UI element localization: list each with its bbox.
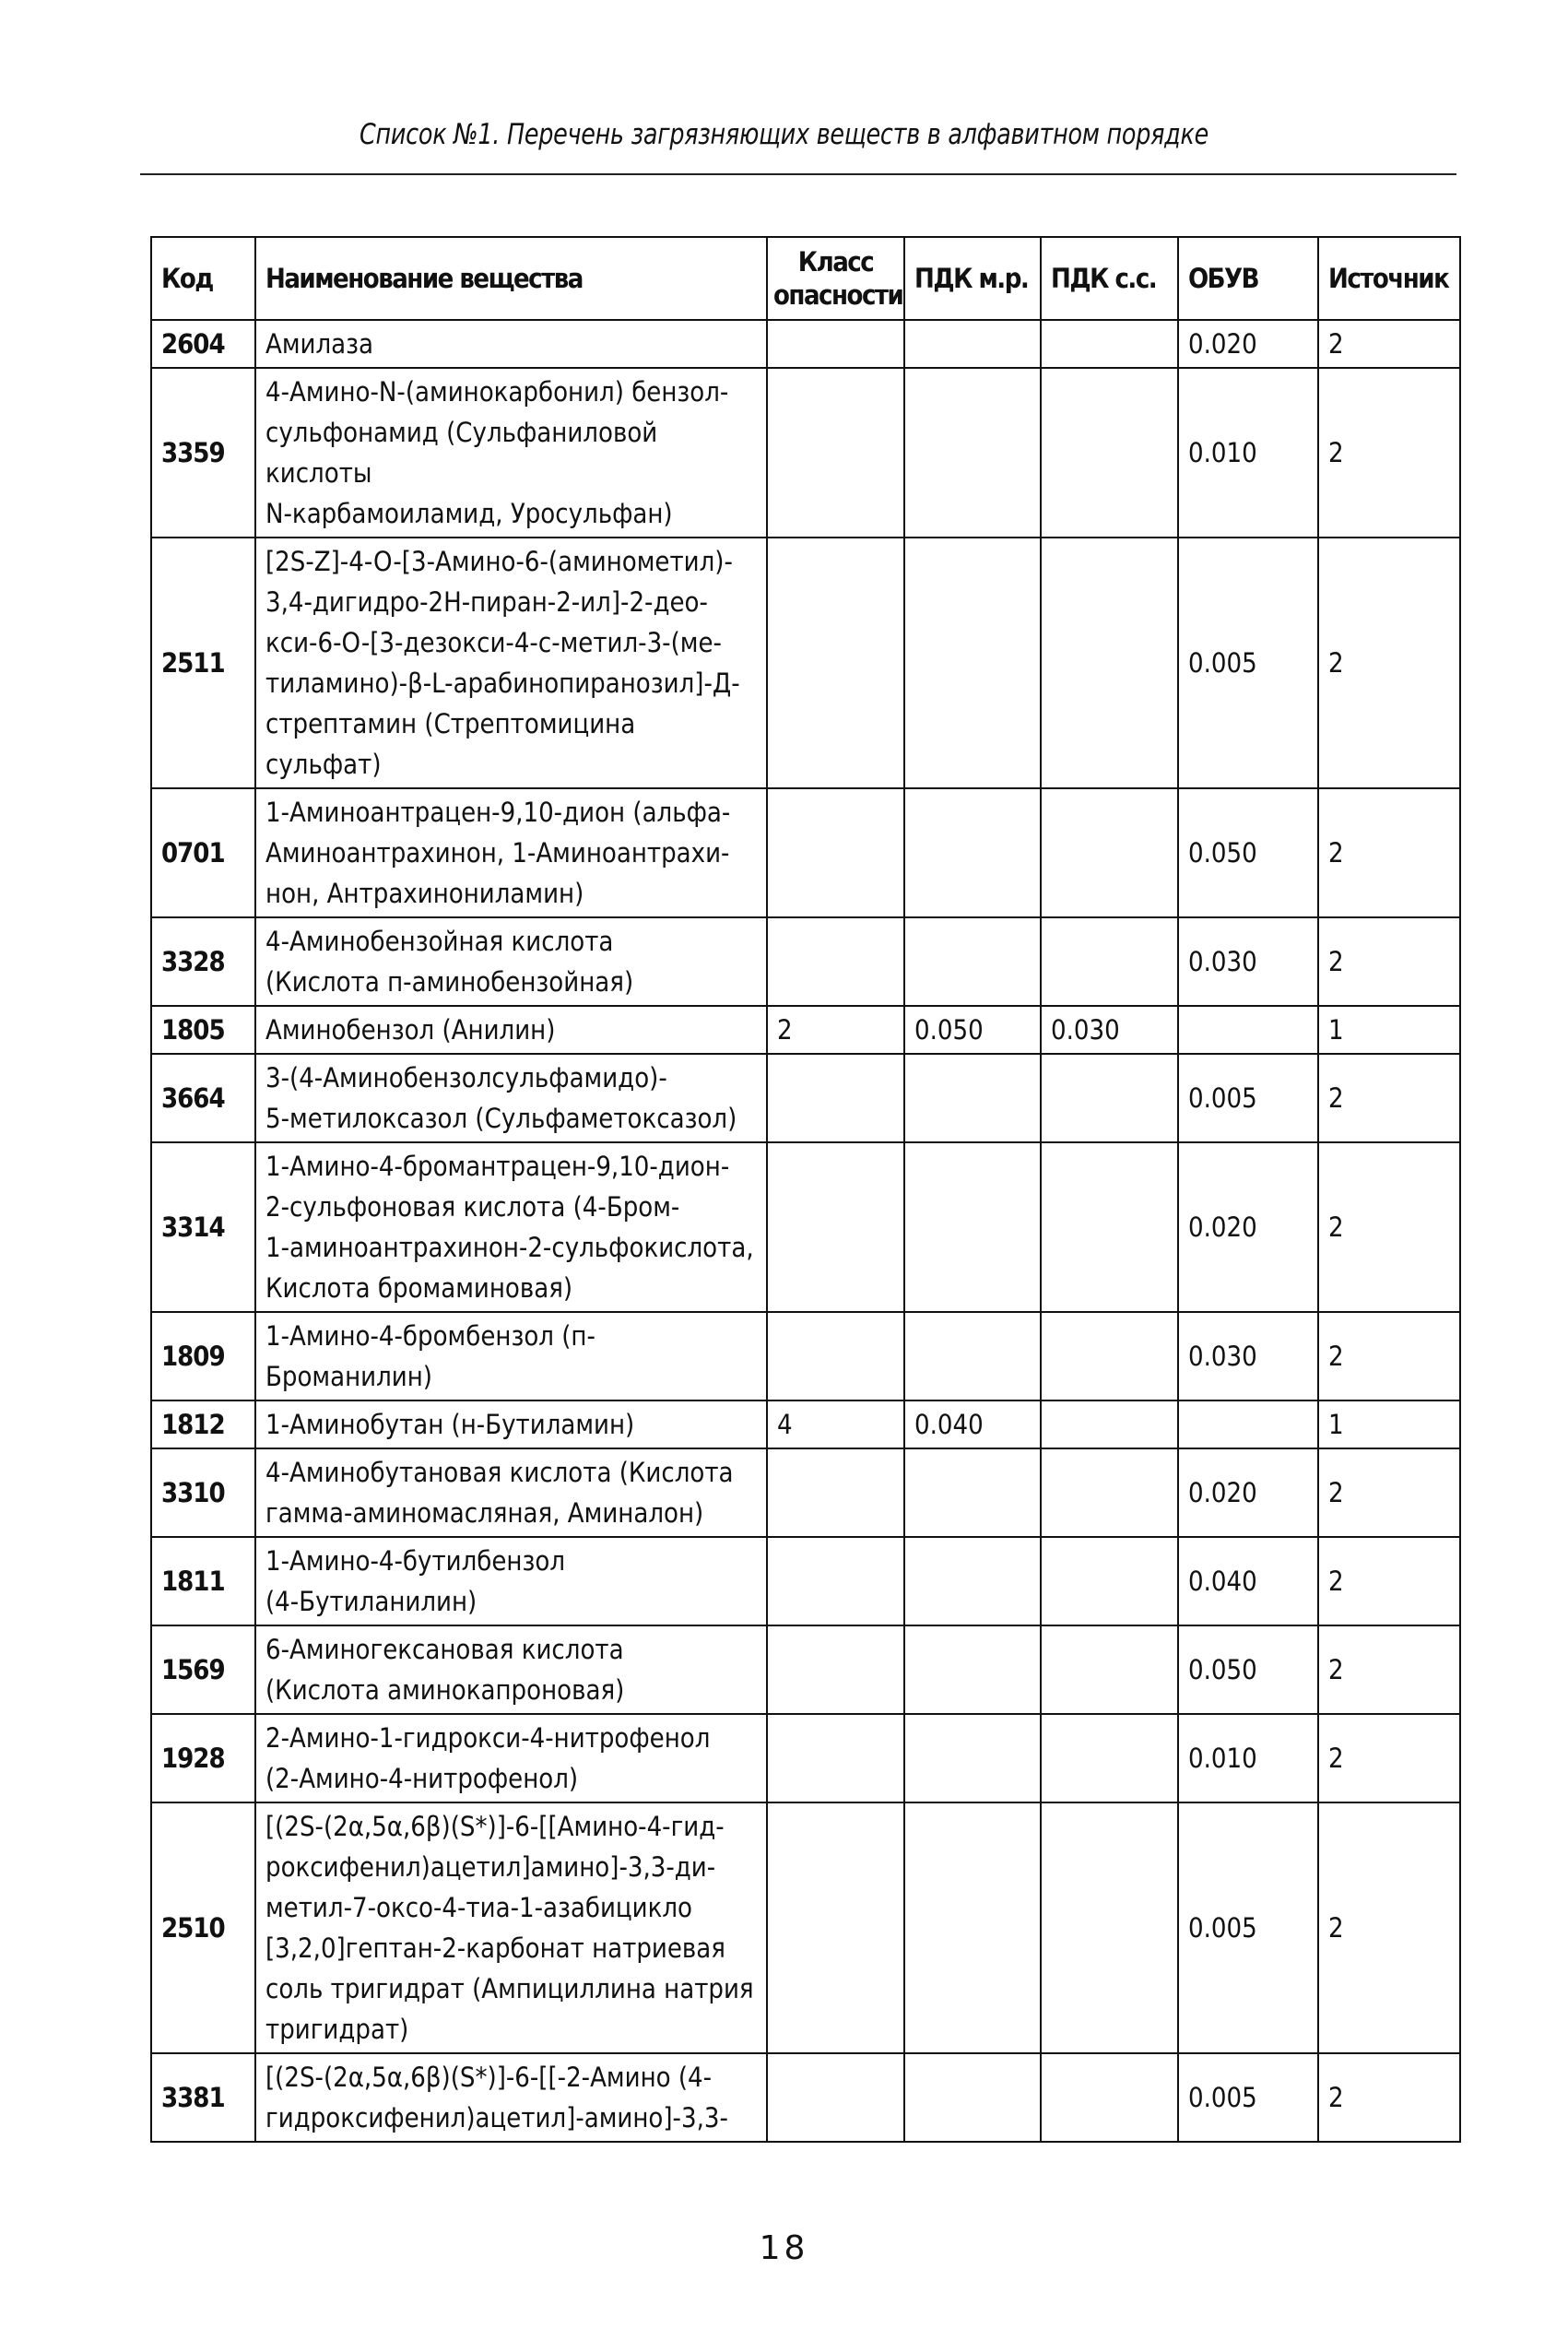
cell-name: 4-Аминобутановая кислота (Кислота гамма-аминомасляная, Аминалон) (255, 1448, 767, 1537)
cell-hazard-class (767, 2053, 904, 2142)
cell-pdk-mr (904, 1714, 1041, 1802)
cell-pdk-ss (1041, 917, 1178, 1006)
cell-obuv: 0.050 (1178, 788, 1318, 917)
col-header-code: Код (151, 237, 255, 320)
cell-name: 1-Аминоантрацен-9,10-дион (альфа- Аминоантрахинон, 1-Аминоантрахи- нон, Антрахинониламин) (255, 788, 767, 917)
cell-code: 1569 (151, 1625, 255, 1714)
cell-source: 2 (1318, 1537, 1460, 1625)
cell-pdk-ss (1041, 1714, 1178, 1802)
cell-hazard-class (767, 1142, 904, 1312)
cell-source: 2 (1318, 1802, 1460, 2053)
cell-code: 3664 (151, 1054, 255, 1142)
table-row (151, 788, 1460, 917)
cell-pdk-ss (1041, 1802, 1178, 2053)
cell-code: 1809 (151, 1312, 255, 1400)
cell-pdk-ss (1041, 1312, 1178, 1400)
table-body (151, 320, 1460, 2142)
cell-hazard-class (767, 538, 904, 788)
cell-source: 2 (1318, 538, 1460, 788)
cell-source: 2 (1318, 368, 1460, 538)
col-header-source: Источник (1318, 237, 1460, 320)
cell-pdk-ss (1041, 2053, 1178, 2142)
cell-source: 2 (1318, 1054, 1460, 1142)
cell-pdk-ss (1041, 788, 1178, 917)
col-header-hazard-class: Класс опасности (767, 237, 904, 320)
table-row (151, 1448, 1460, 1537)
cell-name: 1-Амино-4-бромантрацен-9,10-дион- 2-сульфоновая кислота (4-Бром- 1-аминоантрахинон-2-сульфокислота, Кислота бромаминовая) (255, 1142, 767, 1312)
cell-pdk-mr (904, 538, 1041, 788)
cell-name: 3-(4-Аминобензолсульфамидо)- 5-метилоксазол (Сульфаметоксазол) (255, 1054, 767, 1142)
table-row (151, 1006, 1460, 1054)
cell-hazard-class (767, 1714, 904, 1802)
cell-source: 2 (1318, 1142, 1460, 1312)
cell-obuv: 0.020 (1178, 1142, 1318, 1312)
table-row (151, 1142, 1460, 1312)
table-row (151, 368, 1460, 538)
cell-hazard-class (767, 917, 904, 1006)
cell-code: 2511 (151, 538, 255, 788)
cell-pdk-mr (904, 1054, 1041, 1142)
cell-hazard-class (767, 1802, 904, 2053)
table-row (151, 1054, 1460, 1142)
cell-source: 2 (1318, 1714, 1460, 1802)
table-header-row (151, 237, 1460, 320)
cell-hazard-class (767, 1625, 904, 1714)
cell-obuv: 0.030 (1178, 1312, 1318, 1400)
cell-pdk-mr (904, 1142, 1041, 1312)
col-header-pdk-mr: ПДК м.р. (904, 237, 1041, 320)
cell-name: [(2S-(2α,5α,6β)(S*)]-6-[[-2-Амино (4- гидроксифенил)ацетил]-амино]-3,3- (255, 2053, 767, 2142)
cell-pdk-mr (904, 917, 1041, 1006)
cell-pdk-mr (904, 1625, 1041, 1714)
table-row (151, 1312, 1460, 1400)
cell-pdk-ss (1041, 1142, 1178, 1312)
cell-name: 4-Амино-N-(аминокарбонил) бензол- сульфонамид (Сульфаниловой кислоты N-карбамоиламид, Уросульфан) (255, 368, 767, 538)
cell-pdk-mr (904, 2053, 1041, 2142)
cell-name: 4-Аминобензойная кислота (Кислота п-аминобензойная) (255, 917, 767, 1006)
cell-obuv: 0.005 (1178, 2053, 1318, 2142)
cell-source: 2 (1318, 1312, 1460, 1400)
cell-code: 1928 (151, 1714, 255, 1802)
cell-pdk-mr: 0.040 (904, 1400, 1041, 1448)
cell-name: [2S-Z]-4-O-[3-Амино-6-(аминометил)- 3,4-дигидро-2H-пиран-2-ил]-2-део- кси-6-O-[3-дезокси-4-с-метил-3-(ме- тиламино)-β-L-арабинопиранозил]-Д- стрептамин (Стрептомицина сульфат) (255, 538, 767, 788)
header-rule (140, 173, 1456, 175)
cell-hazard-class (767, 1448, 904, 1537)
cell-name: Аминобензол (Анилин) (255, 1006, 767, 1054)
cell-obuv: 0.010 (1178, 368, 1318, 538)
col-header-name: Наименование вещества (255, 237, 767, 320)
cell-pdk-mr (904, 368, 1041, 538)
cell-source: 2 (1318, 320, 1460, 368)
cell-obuv (1178, 1006, 1318, 1054)
cell-obuv: 0.005 (1178, 538, 1318, 788)
cell-code: 3359 (151, 368, 255, 538)
cell-source: 1 (1318, 1400, 1460, 1448)
cell-obuv: 0.005 (1178, 1054, 1318, 1142)
cell-obuv (1178, 1400, 1318, 1448)
table-row (151, 1400, 1460, 1448)
page-header: Список №1. Перечень загрязняющих веществ в алфавитном порядке (360, 118, 1208, 151)
cell-pdk-ss (1041, 368, 1178, 538)
cell-pdk-ss (1041, 1537, 1178, 1625)
cell-code: 3381 (151, 2053, 255, 2142)
cell-pdk-ss (1041, 320, 1178, 368)
cell-pdk-ss: 0.030 (1041, 1006, 1178, 1054)
cell-pdk-ss (1041, 538, 1178, 788)
cell-hazard-class (767, 368, 904, 538)
cell-source: 2 (1318, 788, 1460, 917)
page-number: 18 (759, 2229, 809, 2267)
table-row (151, 1625, 1460, 1714)
table-row (151, 2053, 1460, 2142)
table-row (151, 320, 1460, 368)
table-row (151, 917, 1460, 1006)
substances-table (150, 236, 1461, 2143)
cell-pdk-mr (904, 1312, 1041, 1400)
cell-name: Амилаза (255, 320, 767, 368)
cell-source: 2 (1318, 1448, 1460, 1537)
cell-source: 2 (1318, 2053, 1460, 2142)
cell-obuv: 0.020 (1178, 320, 1318, 368)
table-row (151, 1802, 1460, 2053)
cell-pdk-mr (904, 788, 1041, 917)
cell-source: 1 (1318, 1006, 1460, 1054)
cell-hazard-class (767, 788, 904, 917)
cell-pdk-mr (904, 1448, 1041, 1537)
col-header-pdk-ss: ПДК с.с. (1041, 237, 1178, 320)
cell-name: [(2S-(2α,5α,6β)(S*)]-6-[[Амино-4-гид- роксифенил)ацетил]амино]-3,3-ди- метил-7-оксо-4-тиа-1-азабицикло [3,2,0]гептан-2-карбонат натриевая соль тригидрат (Ампициллина натрия тригидрат) (255, 1802, 767, 2053)
table-row (151, 1537, 1460, 1625)
cell-hazard-class (767, 1537, 904, 1625)
cell-pdk-mr (904, 1537, 1041, 1625)
cell-pdk-ss (1041, 1054, 1178, 1142)
cell-hazard-class (767, 1054, 904, 1142)
cell-pdk-mr: 0.050 (904, 1006, 1041, 1054)
table-row (151, 538, 1460, 788)
cell-name: 6-Аминогексановая кислота (Кислота аминокапроновая) (255, 1625, 767, 1714)
cell-obuv: 0.005 (1178, 1802, 1318, 2053)
cell-pdk-mr (904, 1802, 1041, 2053)
cell-source: 2 (1318, 1625, 1460, 1714)
cell-pdk-ss (1041, 1625, 1178, 1714)
cell-code: 3328 (151, 917, 255, 1006)
cell-obuv: 0.030 (1178, 917, 1318, 1006)
cell-obuv: 0.040 (1178, 1537, 1318, 1625)
cell-code: 1811 (151, 1537, 255, 1625)
cell-name: 1-Амино-4-бутилбензол (4-Бутиланилин) (255, 1537, 767, 1625)
cell-code: 0701 (151, 788, 255, 917)
cell-pdk-ss (1041, 1448, 1178, 1537)
cell-name: 1-Амино-4-бромбензол (п-Броманилин) (255, 1312, 767, 1400)
cell-name: 1-Аминобутан (н-Бутиламин) (255, 1400, 767, 1448)
cell-obuv: 0.050 (1178, 1625, 1318, 1714)
cell-code: 2510 (151, 1802, 255, 2053)
cell-code: 3314 (151, 1142, 255, 1312)
cell-code: 1805 (151, 1006, 255, 1054)
cell-code: 1812 (151, 1400, 255, 1448)
cell-code: 3310 (151, 1448, 255, 1537)
cell-obuv: 0.020 (1178, 1448, 1318, 1537)
cell-hazard-class (767, 1312, 904, 1400)
cell-source: 2 (1318, 917, 1460, 1006)
cell-name: 2-Амино-1-гидрокси-4-нитрофенол (2-Амино-4-нитрофенол) (255, 1714, 767, 1802)
table-row (151, 1714, 1460, 1802)
cell-pdk-ss (1041, 1400, 1178, 1448)
col-header-obuv: ОБУВ (1178, 237, 1318, 320)
cell-obuv: 0.010 (1178, 1714, 1318, 1802)
cell-code: 2604 (151, 320, 255, 368)
cell-hazard-class (767, 320, 904, 368)
cell-hazard-class: 2 (767, 1006, 904, 1054)
cell-hazard-class: 4 (767, 1400, 904, 1448)
cell-pdk-mr (904, 320, 1041, 368)
